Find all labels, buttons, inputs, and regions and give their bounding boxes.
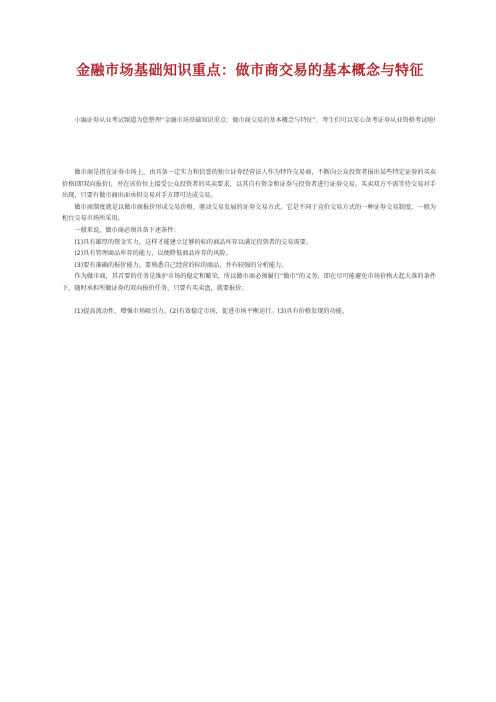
- paragraph-condition-3: (3)要有准确的报价能力，要熟悉自己经营的标的商品，并有较强的分析能力。: [74, 261, 288, 269]
- paragraph-conditions-intro: 一般来说，做市商必须具备下述条件：: [74, 226, 180, 234]
- paragraph-condition-1: (1)具有雄厚的资金实力，这样才能建立足够的标的商品库存以满足投资者的交易需要。: [74, 238, 313, 246]
- paragraph-market-maker-system: 做市商制度就是以做市商报价形成交易价格、驱动交易发展的证券交易方式。它是不同于竞价交易方式的一种证券交易制度，一般为柜台交易市场所采用。: [62, 203, 436, 223]
- intro-paragraph: 小编证券从业考试频道为您整理“金融市场基础知识重点：做市商交易的基本概念与特征”，考生们可以安心备考证券从业资格考试啦!: [74, 117, 436, 124]
- paragraph-functions: (1)提高流动性，增强市场吸引力。(2)有效稳定市场，促进市场平衡运行。(3)具有价格发现的功能。: [74, 308, 349, 316]
- paragraph-market-maker-duty: 作为做市商，其首要的任务是维护市场的稳定和繁荣，所以做市商必须履行“做市”的义务，即在尽可能避免市场价格大起大落的条件下，随时承担所做证券的双向报价任务，只要有买卖盘，就要报价。: [62, 273, 436, 292]
- article-body: [62, 167, 436, 318]
- paragraph-market-maker-definition: 做市商是指在证券市场上，由具备一定实力和信誉的独立证券经营法人作为特许交易商，不断向公众投资者报出某些特定证券的买卖价格(即双向报价)，并在该价位上接受公众投资者的买卖要求，以其自有资金和证券与投资者进行证券交易。买卖双方不需等待交易对手出现，只要有做市商出面承担交易对手方即可达成交易。: [62, 169, 436, 200]
- document-title: 金融市场基础知识重点：做市商交易的基本概念与特征: [76, 63, 424, 79]
- paragraph-condition-2: (2)具有管理商品库存的能力，以便降低商品库存的风险。: [74, 250, 232, 258]
